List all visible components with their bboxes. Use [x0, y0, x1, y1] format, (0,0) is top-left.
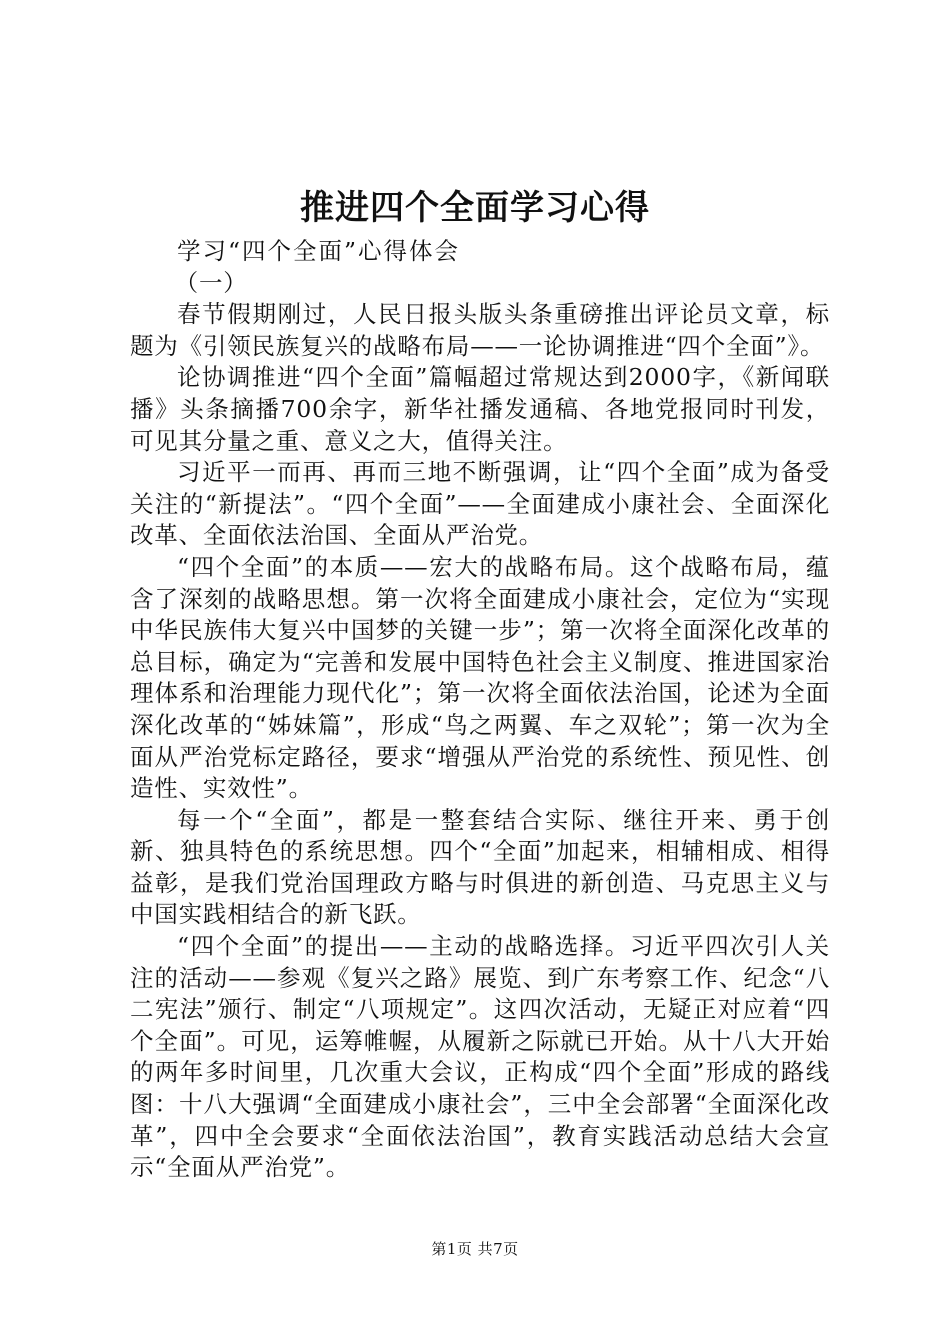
section-number: （一） [174, 268, 248, 297]
paragraph-5: 每一个“全面”，都是一整套结合实际、继往开来、勇于创新、独具特色的系统思想。四个“全面”加起来，相辅相成、相得益彰，是我们党治国理政方略与时俱进的新创造、马克思主义与中国实践相结合的新飞跃。 [130, 805, 830, 929]
paragraph-2: 论协调推进“四个全面”篇幅超过常规达到2000字，《新闻联播》头条摘播700余字，新华社播发通稿、各地党报同时刊发，可见其分量之重、意义之大，值得关注。 [130, 363, 830, 455]
paragraph-6: “四个全面”的提出——主动的战略选择。习近平四次引人关注的活动——参观《复兴之路》展览、到广东考察工作、纪念“八二宪法”颁行、制定“八项规定”。这四次活动，无疑正对应着“四个全面”。可见，运筹帷幄，从履新之际就已开始。从十八大开始的两年多时间里，几次重大会议，正构成“四个全面”形成的路线图：十八大强调“全面建成小康社会”，三中全会部署“全面深化改革”，四中全会要求“全面依法治国”，教育实践活动总结大会宣示“全面从严治党”。 [130, 932, 830, 1182]
paragraph-4: “四个全面”的本质——宏大的战略布局。这个战略布局，蕴含了深刻的战略思想。第一次将全面建成小康社会，定位为“实现中华民族伟大复兴中国梦的关键一步”；第一次将全面深化改革的总目标，确定为“完善和发展中国特色社会主义制度、推进国家治理体系和治理能力现代化”；第一次将全面依法治国，论述为全面深化改革的“姊妹篇”，形成“鸟之两翼、车之双轮”；第一次为全面从严治党标定路径，要求“增强从严治党的系统性、预见性、创造性、实效性”。 [130, 552, 830, 803]
paragraph-1: 春节假期刚过，人民日报头版头条重磅推出评论员文章，标题为《引领民族复兴的战略布局——一论协调推进“四个全面”》。 [130, 300, 830, 360]
document-body [130, 236, 830, 1184]
paragraph-3: 习近平一而再、再而三地不断强调，让“四个全面”成为备受关注的“新提法”。“四个全面”——全面建成小康社会、全面深化改革、全面依法治国、全面从严治党。 [130, 458, 830, 550]
page-indicator: 第1页 共7页 [431, 1240, 519, 1258]
document-subtitle: 学习“四个全面”心得体会 [177, 237, 461, 265]
document-title: 推进四个全面学习心得 [300, 188, 650, 228]
